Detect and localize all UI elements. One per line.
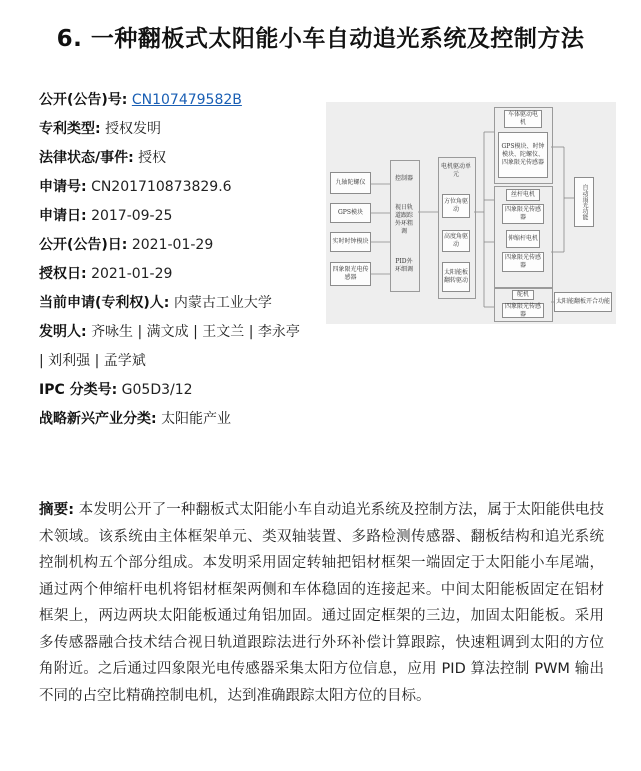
elevation-drive-box: 高度角驱动 — [442, 230, 470, 252]
chassis-motor-box: 车体驱动电机 — [504, 110, 542, 128]
auto-track-output-box: 自动追光功能 — [574, 177, 594, 227]
azimuth-drive-box: 方位角驱动 — [442, 194, 470, 218]
flip-drive-box: 太阳能板翻转驱动 — [442, 262, 470, 292]
patent-type-label: 专利类型: — [39, 121, 101, 137]
patent-type-value: 授权发明 — [105, 121, 162, 137]
abstract-text: 本发明公开了一种翻板式太阳能小车自动追光系统及控制方法，属于太阳能供电技术领域。该系统由主体框架单元、类双轴装置、多路检测传感器、翻板结构和追光系统控制机构五个部分组成。本发明采用固定转轴把铝材框架一端固定于太阳能小车尾端，通过两个伸缩杆电机将铝材框架两侧和车体稳固的连接起来。中间太阳能板固定在铝材框架上，两边两块太阳能板通过角铝加固。通过固定框架的三边，加固太阳能板。采用多传感器融合技术结合视日轨道跟踪法进行外环补偿计算跟踪，快速粗调到太阳的方位角附近。之后通过四象限光电传感器采集太阳方位信息，应用 PID 算法控制 PWM 输出不同的占空比精确控制电机，达到准确跟踪太阳方位的目标。 — [39, 502, 605, 704]
coarse-loop-label: 视日轨道跟踪外环粗调 — [394, 204, 413, 235]
ipc-label: IPC 分类号: — [39, 382, 118, 398]
abstract — [39, 497, 604, 709]
abstract-label: 摘要: — [39, 502, 74, 518]
field-grant-date — [39, 260, 329, 289]
mid-sensor-2-box: 四象限光传感器 — [502, 252, 544, 272]
telescopic-motor-box: 伸缩杆电机 — [506, 230, 540, 248]
industry-value: 太阳能产业 — [161, 411, 232, 427]
field-legal-status — [39, 144, 329, 173]
field-patent-type — [39, 115, 329, 144]
legal-status-value: 授权 — [138, 150, 167, 166]
assignee-value: 内蒙古工业大学 — [173, 295, 272, 311]
field-pub-date — [39, 231, 329, 260]
field-app-date — [39, 202, 329, 231]
industry-label: 战略新兴产业分类: — [39, 411, 157, 427]
assignee-label: 当前申请(专利权)人: — [39, 295, 170, 311]
system-diagram — [326, 102, 616, 324]
page-title: 6. 一种翻板式太阳能小车自动追光系统及控制方法 — [56, 26, 585, 52]
servo-box: 舵机 — [512, 290, 534, 300]
motor-unit-label: 电机驱动单元 — [441, 163, 472, 178]
rtc-box: 实时时钟模块 — [330, 232, 371, 252]
inventors-label: 发明人: — [39, 324, 87, 340]
mid-sensor-1-box: 四象限光传感器 — [502, 204, 544, 224]
bottom-sensor-box: 四象限光传感器 — [502, 303, 544, 318]
ipc-value: G05D3/12 — [121, 382, 193, 398]
flip-output-box: 太阳能翻板开合功能 — [554, 292, 612, 312]
app-date-value: 2017-09-25 — [91, 208, 173, 224]
pub-no-link[interactable]: CN107479582B — [131, 92, 242, 108]
inventors-value: 齐咏生 | 满文成 | 王文兰 | 李永亭 | 刘利强 | 孟学斌 — [39, 324, 300, 369]
pub-date-value: 2021-01-29 — [131, 237, 214, 253]
grant-date-value: 2021-01-29 — [91, 266, 173, 282]
grant-date-label: 授权日: — [39, 266, 87, 282]
field-pub-no — [39, 86, 329, 115]
gps-box: GPS模块 — [330, 203, 371, 223]
field-industry — [39, 405, 329, 434]
field-inventors — [39, 318, 309, 376]
app-no-value: CN201710873829.6 — [91, 179, 232, 195]
pub-no-label: 公开(公告)号: — [39, 92, 128, 108]
controller-label: 控制器 — [394, 175, 413, 182]
sensor-suite-box: GPS模块、时钟模块、陀螺仪、四象限光传感器 — [498, 132, 548, 178]
patent-fields — [39, 86, 329, 434]
field-ipc — [39, 376, 329, 405]
pid-label: PID外环细调 — [394, 258, 413, 273]
app-date-label: 申请日: — [39, 208, 87, 224]
field-app-no — [39, 173, 329, 202]
field-assignee — [39, 289, 329, 318]
screw-motor-box: 丝杆电机 — [506, 189, 540, 201]
quadrant-sensor-box: 四象限光电传感器 — [330, 262, 371, 286]
app-no-label: 申请号: — [39, 179, 87, 195]
legal-status-label: 法律状态/事件: — [39, 150, 134, 166]
pub-date-label: 公开(公告)日: — [39, 237, 128, 253]
gyroscope-box: 九轴陀螺仪 — [330, 172, 371, 194]
